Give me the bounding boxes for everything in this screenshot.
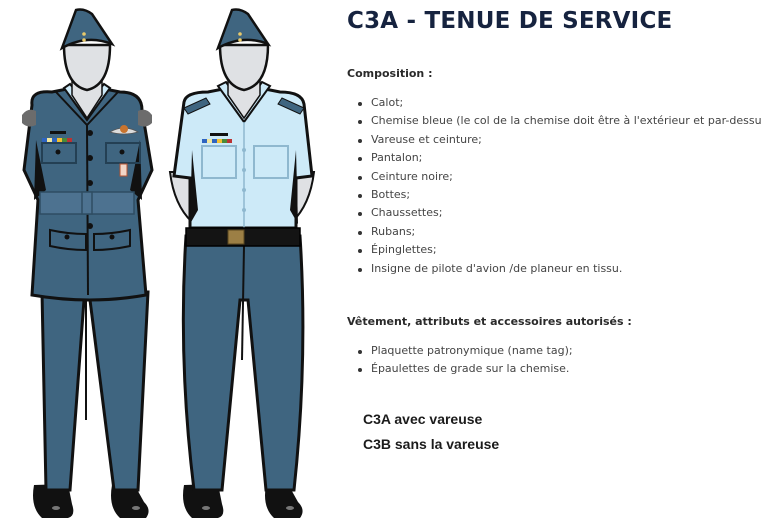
wedge-cap-icon — [218, 10, 268, 49]
list-item: Chaussettes; — [346, 204, 762, 222]
list-item: Épaulettes de grade sur la chemise. — [346, 360, 573, 378]
list-item: Pantalon; — [346, 149, 762, 167]
composition-heading: Composition : — [347, 67, 433, 80]
list-item: Rubans; — [346, 223, 762, 241]
list-item: Calot; — [346, 94, 762, 112]
uniform-c3a-illustration — [12, 0, 162, 531]
list-item: Chemise bleue (le col de la chemise doit être à l'extérieur et par-dessu — [346, 112, 762, 130]
note-c3a: C3A avec vareuse — [363, 411, 483, 427]
list-item: Plaquette patronymique (name tag); — [346, 342, 573, 360]
wedge-cap-icon — [62, 10, 112, 49]
authorized-items-heading: Vêtement, attributs et accessoires autorisés : — [347, 315, 632, 328]
authorized-items-list — [346, 342, 573, 379]
list-item: Vareuse et ceinture; — [346, 131, 762, 149]
uniform-c3b-illustration — [162, 0, 327, 531]
uniform-description — [346, 0, 768, 531]
note-c3b: C3B sans la vareuse — [363, 436, 500, 452]
ribbons-icon — [42, 138, 72, 142]
list-item: Insigne de pilote d'avion /de planeur en tissu. — [346, 260, 762, 278]
black-belt-icon — [186, 228, 300, 246]
ribbons-icon — [202, 139, 232, 143]
page-title: C3A - TENUE DE SERVICE — [347, 8, 673, 34]
composition-list — [346, 94, 762, 278]
list-item: Épinglettes; — [346, 241, 762, 259]
list-item: Ceinture noire; — [346, 168, 762, 186]
list-item: Bottes; — [346, 186, 762, 204]
uniform-illustrations — [0, 0, 335, 531]
